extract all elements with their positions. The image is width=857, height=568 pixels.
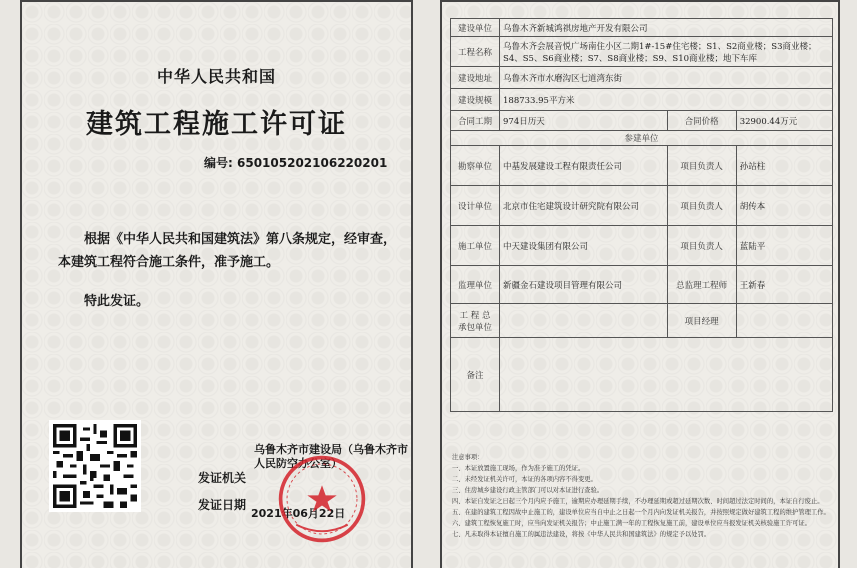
construction-address-label: 建设地址 [451, 67, 500, 89]
issuer-label: 发证机关 [198, 471, 247, 485]
certificate-number-value: 650105202106220201 [237, 156, 388, 170]
participant-row [451, 304, 833, 338]
note-item: 五、在建的建筑工程因故中止施工的，建设单位应当自中止之日起一个月内向发证机关报告，并按照规定做好建筑工程的维护管理工作。 [452, 509, 830, 516]
participant-lead: 蓝陆平 [736, 226, 832, 266]
participant-company: 北京市住宅建筑设计研究院有限公司 [500, 186, 668, 226]
participant-company: 中天建设集团有限公司 [500, 226, 668, 266]
issuance-statement: 特此发证。 [84, 294, 150, 309]
table-row [451, 338, 833, 412]
note-item: 四、本证自发证之日起三个月内应予施工，逾期应办理延期手续，不办理延期或超过延期次数、时间超过法定时间的，本证自行废止。 [452, 498, 824, 505]
construction-scale-label: 建设规模 [451, 89, 500, 111]
participant-lead: 孙站柱 [736, 146, 832, 186]
contract-price-value: 32900.44万元 [736, 111, 832, 131]
contract-period-label: 合同工期 [451, 111, 500, 131]
construction-address-value: 乌鲁木齐市水磨沟区七道湾东街 [500, 67, 833, 89]
remarks-label: 备注 [451, 338, 500, 412]
participant-row [451, 226, 833, 266]
issuing-authority-name: 乌鲁木齐市建设局（乌鲁木齐市人民防空办公室） [254, 443, 408, 470]
construction-unit-value: 乌鲁木齐新城鸿祺房地产开发有限公司 [500, 19, 833, 37]
issue-date-label: 发证日期 [198, 498, 247, 512]
participant-row [451, 146, 833, 186]
official-seal-stamp [276, 453, 368, 545]
qr-code[interactable] [49, 420, 141, 512]
project-name-value: 乌鲁木齐会展音悦广场南住小区二期1#-15#住宅楼；S1、S2商业楼；S3商业楼；S4、S5、S6商业楼；S7、S8商业楼；S9、S10商业楼；地下车库 [500, 37, 833, 67]
participant-lead [736, 304, 832, 338]
contract-period-value: 974日历天 [500, 111, 668, 131]
note-item: 三、住房城乡建设行政主管部门可以对本证进行查验。 [452, 487, 604, 494]
remarks-value [500, 338, 833, 412]
participant-company [500, 304, 668, 338]
participant-company: 新疆金石建设项目管理有限公司 [500, 266, 668, 304]
participant-lead-label: 项目负责人 [667, 146, 736, 186]
notes-heading: 注意事项： [452, 454, 484, 461]
participant-lead-label: 项目经理 [667, 304, 736, 338]
table-row [451, 67, 833, 89]
note-item: 六、建筑工程恢复施工时，应当向发证机关报告；中止施工满一年的工程恢复施工前，建设单位应当报发证机关核验施工许可证。 [452, 520, 811, 527]
project-name-label: 工程名称 [451, 37, 500, 67]
project-info-table [450, 18, 833, 412]
table-row [451, 111, 833, 131]
participant-lead-label: 总监理工程师 [667, 266, 736, 304]
participant-row [451, 266, 833, 304]
participant-company: 中基发展建设工程有限责任公司 [500, 146, 668, 186]
certificate-title: 建筑工程施工许可证 [86, 109, 347, 140]
participant-role: 施工单位 [451, 226, 500, 266]
certificate-left-page [20, 0, 413, 568]
table-row [451, 37, 833, 67]
construction-unit-label: 建设单位 [451, 19, 500, 37]
participant-lead: 王新春 [736, 266, 832, 304]
note-item: 七、凡未取得本证擅自施工的属违法建设，将按《中华人民共和国建筑法》的规定予以处罚。 [452, 531, 711, 538]
legal-basis-paragraph: 根据《中华人民共和国建筑法》第八条规定，经审查，本建筑工程符合施工条件，准予施工。 [58, 232, 397, 270]
country-name: 中华人民共和国 [156, 67, 276, 86]
participant-lead-label: 项目负责人 [667, 226, 736, 266]
participant-role: 设计单位 [451, 186, 500, 226]
table-row [451, 89, 833, 111]
note-item: 二、未经发证机关许可，本证的各项内容不得变更。 [452, 476, 597, 483]
notes-section [452, 452, 834, 540]
participant-lead-label: 项目负责人 [667, 186, 736, 226]
certificate-right-page [440, 0, 840, 568]
table-row [451, 19, 833, 37]
note-item: 一、本证放置施工现场，作为准予施工的凭证。 [452, 465, 585, 472]
participant-role: 监理单位 [451, 266, 500, 304]
certificate-number-label: 编号: [204, 156, 233, 170]
construction-scale-value: 188733.95平方米 [500, 89, 833, 111]
table-row [451, 131, 833, 146]
participant-role: 工 程 总 承包单位 [451, 304, 500, 338]
participant-lead: 胡传本 [736, 186, 832, 226]
participants-section-header: 参建单位 [451, 131, 833, 146]
certificate-number [204, 154, 387, 171]
participant-row [451, 186, 833, 226]
issue-date-value: 2021年06月22日 [251, 507, 346, 520]
contract-price-label: 合同价格 [667, 111, 736, 131]
participant-role: 勘察单位 [451, 146, 500, 186]
